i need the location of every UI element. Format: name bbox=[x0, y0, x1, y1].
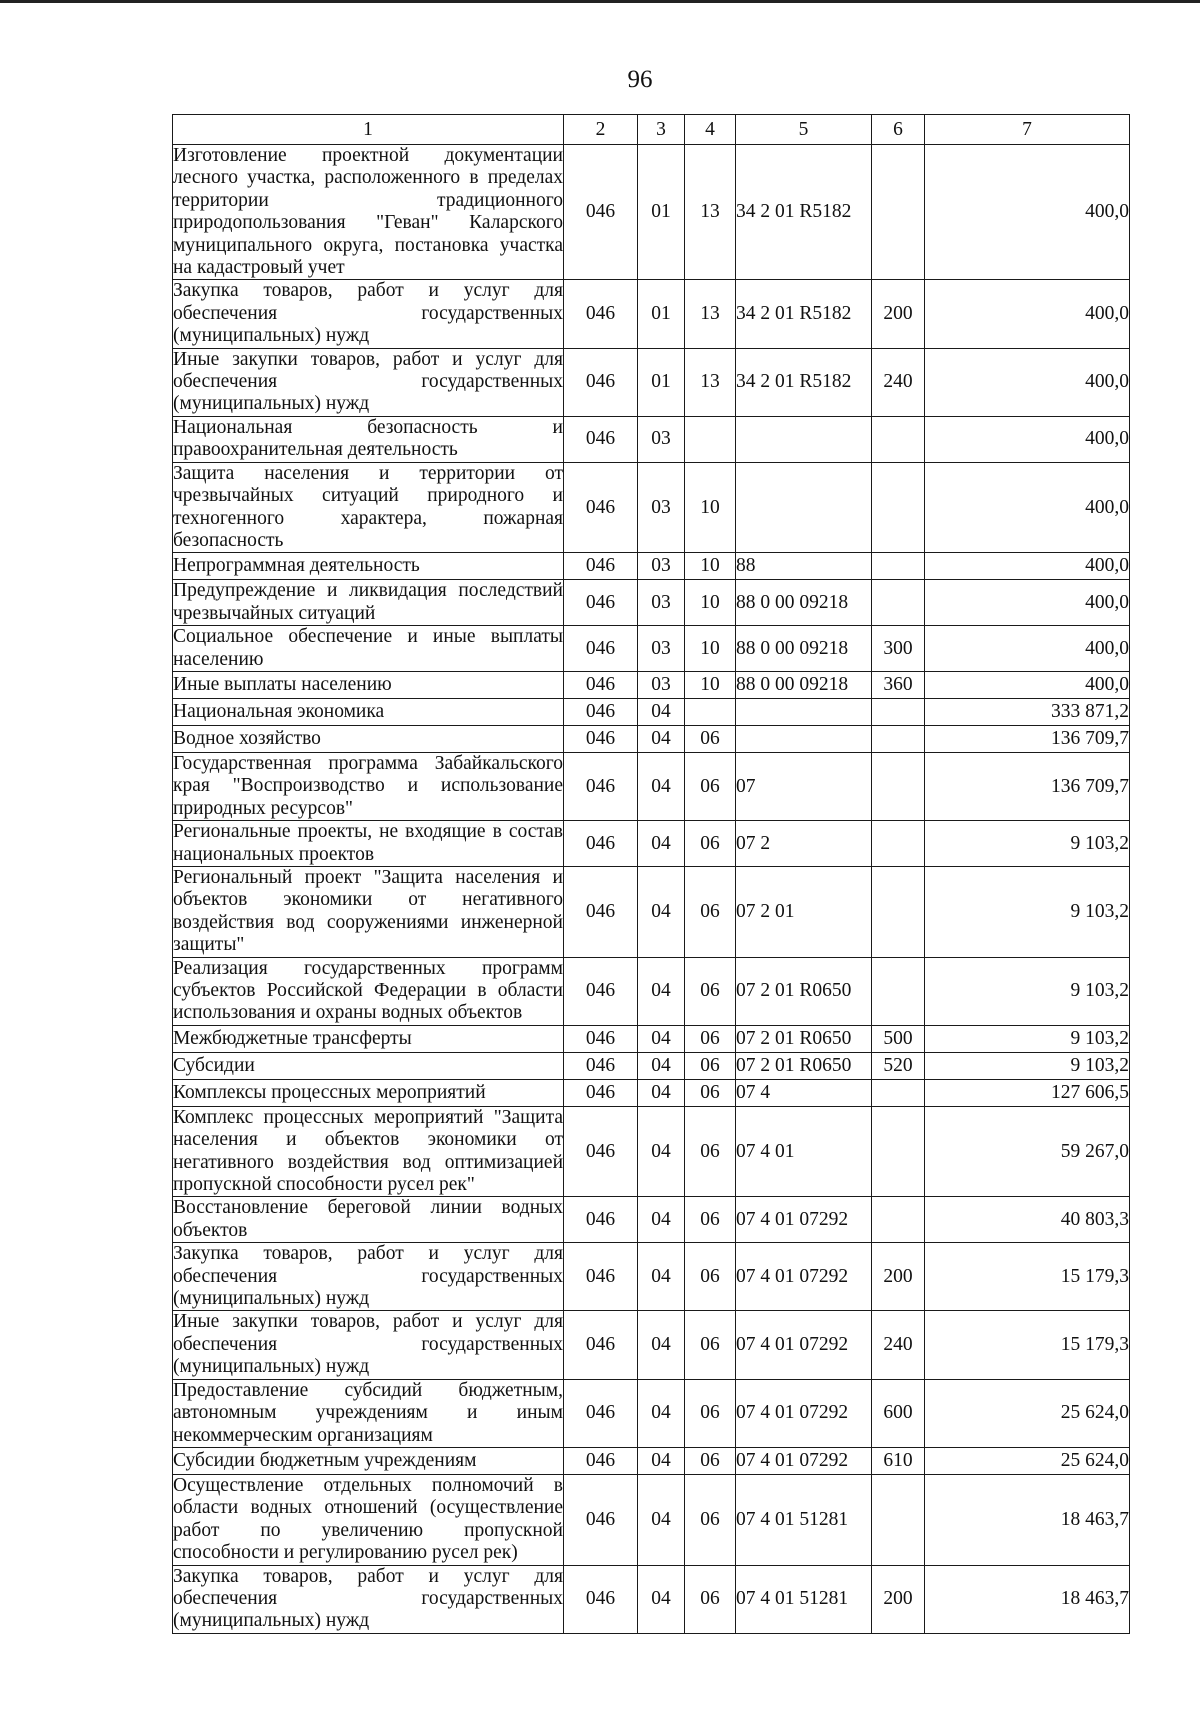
cell-c3: 04 bbox=[638, 1106, 685, 1197]
cell-c3: 04 bbox=[638, 1311, 685, 1379]
cell-c2: 046 bbox=[564, 752, 638, 820]
cell-c5: 34 2 01 R5182 bbox=[736, 145, 872, 280]
cell-c4: 06 bbox=[685, 725, 736, 752]
cell-c5: 34 2 01 R5182 bbox=[736, 348, 872, 416]
cell-c4: 06 bbox=[685, 1474, 736, 1565]
cell-name: Межбюджетные трансферты bbox=[173, 1025, 564, 1052]
cell-c4 bbox=[685, 416, 736, 462]
cell-c2: 046 bbox=[564, 1079, 638, 1106]
cell-c4: 10 bbox=[685, 580, 736, 626]
cell-c6 bbox=[872, 752, 925, 820]
cell-c2: 046 bbox=[564, 1106, 638, 1197]
table-row bbox=[173, 1447, 1130, 1474]
cell-name: Национальная безопасность и правоохранительная деятельность bbox=[173, 416, 563, 461]
cell-c6: 200 bbox=[872, 1243, 925, 1311]
cell-name: Иные выплаты населению bbox=[173, 671, 564, 698]
cell-name: Закупка товаров, работ и услуг для обеспечения государственных (муниципальных) нужд bbox=[173, 280, 563, 347]
cell-name: Восстановление береговой линии водных объектов bbox=[173, 1197, 563, 1241]
table-body bbox=[173, 145, 1130, 1634]
cell-c4: 06 bbox=[685, 1052, 736, 1079]
cell-c4: 06 bbox=[685, 866, 736, 957]
cell-c4: 10 bbox=[685, 671, 736, 698]
column-header: 2 bbox=[564, 115, 638, 145]
cell-c6 bbox=[872, 1079, 925, 1106]
cell-c4: 13 bbox=[685, 280, 736, 348]
cell-c2: 046 bbox=[564, 462, 638, 553]
cell-c5 bbox=[736, 416, 872, 462]
cell-c3: 03 bbox=[638, 553, 685, 580]
cell-c3: 04 bbox=[638, 1565, 685, 1633]
column-header: 4 bbox=[685, 115, 736, 145]
cell-c5: 88 0 00 09218 bbox=[736, 626, 872, 672]
cell-c7: 15 179,3 bbox=[925, 1311, 1130, 1379]
cell-c3: 04 bbox=[638, 725, 685, 752]
cell-c7: 400,0 bbox=[925, 145, 1130, 280]
top-border-line bbox=[0, 0, 1200, 3]
cell-c2: 046 bbox=[564, 1565, 638, 1633]
cell-c2: 046 bbox=[564, 1447, 638, 1474]
cell-c3: 04 bbox=[638, 698, 685, 725]
cell-c4 bbox=[685, 698, 736, 725]
cell-c4: 06 bbox=[685, 1025, 736, 1052]
cell-c6: 200 bbox=[872, 280, 925, 348]
table-row bbox=[173, 1474, 1130, 1565]
table-row bbox=[173, 1025, 1130, 1052]
cell-name: Защита населения и территории от чрезвычайных ситуаций природного и техногенного характера, пожарная безопасность bbox=[173, 462, 563, 551]
cell-c7: 59 267,0 bbox=[925, 1106, 1130, 1197]
cell-name: Закупка товаров, работ и услуг для обеспечения государственных (муниципальных) нужд bbox=[173, 1565, 563, 1632]
cell-c5: 34 2 01 R5182 bbox=[736, 280, 872, 348]
cell-c3: 04 bbox=[638, 1025, 685, 1052]
cell-c7: 400,0 bbox=[925, 462, 1130, 553]
cell-c3: 03 bbox=[638, 626, 685, 672]
cell-c2: 046 bbox=[564, 866, 638, 957]
cell-name: Социальное обеспечение и иные выплаты населению bbox=[173, 626, 563, 670]
cell-c3: 04 bbox=[638, 1079, 685, 1106]
cell-c7: 400,0 bbox=[925, 280, 1130, 348]
cell-c2: 046 bbox=[564, 626, 638, 672]
cell-c2: 046 bbox=[564, 1025, 638, 1052]
cell-name: Реализация государственных программ субъектов Российской Федерации в области использования и охраны водных объектов bbox=[173, 957, 563, 1024]
cell-c5: 07 4 01 51281 bbox=[736, 1565, 872, 1633]
cell-name: Государственная программа Забайкальского края "Воспроизводство и использование природных ресурсов" bbox=[173, 752, 563, 819]
table-row bbox=[173, 1565, 1130, 1633]
cell-c5: 07 2 bbox=[736, 821, 872, 867]
cell-c4: 06 bbox=[685, 957, 736, 1025]
cell-c5: 07 2 01 bbox=[736, 866, 872, 957]
cell-c7: 400,0 bbox=[925, 626, 1130, 672]
table-row bbox=[173, 1106, 1130, 1197]
cell-c5 bbox=[736, 698, 872, 725]
cell-c4: 10 bbox=[685, 462, 736, 553]
cell-c7: 25 624,0 bbox=[925, 1379, 1130, 1447]
cell-c4: 06 bbox=[685, 1243, 736, 1311]
cell-c6 bbox=[872, 145, 925, 280]
cell-c5: 07 2 01 R0650 bbox=[736, 1052, 872, 1079]
cell-name: Субсидии bbox=[173, 1052, 564, 1079]
cell-c5: 07 4 01 07292 bbox=[736, 1379, 872, 1447]
table-row bbox=[173, 1243, 1130, 1311]
cell-name: Иные закупки товаров, работ и услуг для обеспечения государственных (муниципальных) нужд bbox=[173, 348, 563, 415]
cell-c6 bbox=[872, 866, 925, 957]
cell-name: Национальная экономика bbox=[173, 698, 564, 725]
table-row bbox=[173, 1079, 1130, 1106]
cell-name: Осуществление отдельных полномочий в области водных отношений (осуществление работ по увеличению пропускной способности и регулированию русел рек) bbox=[173, 1474, 563, 1564]
cell-c7: 18 463,7 bbox=[925, 1474, 1130, 1565]
column-header: 5 bbox=[736, 115, 872, 145]
cell-c2: 046 bbox=[564, 145, 638, 280]
cell-c3: 04 bbox=[638, 1474, 685, 1565]
cell-c6: 520 bbox=[872, 1052, 925, 1079]
table-row bbox=[173, 416, 1130, 462]
column-header: 1 bbox=[173, 115, 564, 145]
budget-table bbox=[172, 114, 1130, 1634]
cell-c2: 046 bbox=[564, 1311, 638, 1379]
cell-name: Водное хозяйство bbox=[173, 725, 564, 752]
cell-c5 bbox=[736, 725, 872, 752]
cell-c5: 07 2 01 R0650 bbox=[736, 957, 872, 1025]
cell-name: Субсидии бюджетным учреждениям bbox=[173, 1447, 564, 1474]
column-header: 6 bbox=[872, 115, 925, 145]
table-row bbox=[173, 280, 1130, 348]
cell-c4: 13 bbox=[685, 348, 736, 416]
cell-c2: 046 bbox=[564, 416, 638, 462]
cell-name: Непрограммная деятельность bbox=[173, 553, 564, 580]
cell-c7: 40 803,3 bbox=[925, 1197, 1130, 1243]
table-row bbox=[173, 580, 1130, 626]
cell-c4: 06 bbox=[685, 1447, 736, 1474]
cell-name: Изготовление проектной документации лесного участка, расположенного в пределах территории традиционного природопользования "Геван" Каларского муниципального округа, постановка участка на кадастровый учет bbox=[173, 145, 563, 279]
cell-c6 bbox=[872, 821, 925, 867]
cell-c3: 01 bbox=[638, 145, 685, 280]
page-number: 96 bbox=[627, 66, 653, 93]
table-row bbox=[173, 626, 1130, 672]
cell-c3: 04 bbox=[638, 1379, 685, 1447]
cell-c7: 400,0 bbox=[925, 348, 1130, 416]
cell-c4: 06 bbox=[685, 1079, 736, 1106]
cell-c7: 400,0 bbox=[925, 416, 1130, 462]
cell-c4: 06 bbox=[685, 1311, 736, 1379]
cell-c5: 07 4 01 07292 bbox=[736, 1197, 872, 1243]
cell-c7: 400,0 bbox=[925, 671, 1130, 698]
cell-c5: 88 0 00 09218 bbox=[736, 580, 872, 626]
cell-name: Закупка товаров, работ и услуг для обеспечения государственных (муниципальных) нужд bbox=[173, 1243, 563, 1310]
cell-c6: 240 bbox=[872, 1311, 925, 1379]
cell-c7: 127 606,5 bbox=[925, 1079, 1130, 1106]
cell-c2: 046 bbox=[564, 1379, 638, 1447]
table-row bbox=[173, 698, 1130, 725]
cell-c3: 04 bbox=[638, 957, 685, 1025]
cell-c3: 01 bbox=[638, 280, 685, 348]
cell-c2: 046 bbox=[564, 280, 638, 348]
cell-c5: 07 4 01 bbox=[736, 1106, 872, 1197]
table-row bbox=[173, 752, 1130, 820]
cell-c3: 04 bbox=[638, 1052, 685, 1079]
cell-c5: 07 4 01 07292 bbox=[736, 1243, 872, 1311]
cell-c7: 25 624,0 bbox=[925, 1447, 1130, 1474]
cell-c4: 13 bbox=[685, 145, 736, 280]
cell-c7: 333 871,2 bbox=[925, 698, 1130, 725]
cell-c2: 046 bbox=[564, 821, 638, 867]
cell-c5: 07 4 01 07292 bbox=[736, 1447, 872, 1474]
cell-c4: 06 bbox=[685, 821, 736, 867]
cell-c2: 046 bbox=[564, 1052, 638, 1079]
cell-c6 bbox=[872, 553, 925, 580]
table-row bbox=[173, 1379, 1130, 1447]
cell-c3: 04 bbox=[638, 1197, 685, 1243]
cell-c6: 610 bbox=[872, 1447, 925, 1474]
cell-c6 bbox=[872, 1106, 925, 1197]
cell-name: Предоставление субсидий бюджетным, автономным учреждениям и иным некоммерческим организациям bbox=[173, 1379, 563, 1446]
column-header: 3 bbox=[638, 115, 685, 145]
cell-c6 bbox=[872, 462, 925, 553]
cell-c2: 046 bbox=[564, 1243, 638, 1311]
table-row bbox=[173, 462, 1130, 553]
cell-c5: 88 bbox=[736, 553, 872, 580]
table-row bbox=[173, 553, 1130, 580]
table-row bbox=[173, 671, 1130, 698]
cell-c5: 07 4 01 07292 bbox=[736, 1311, 872, 1379]
cell-c5: 07 2 01 R0650 bbox=[736, 1025, 872, 1052]
cell-c6 bbox=[872, 698, 925, 725]
cell-c4: 06 bbox=[685, 1379, 736, 1447]
table-row bbox=[173, 1197, 1130, 1243]
cell-c6 bbox=[872, 580, 925, 626]
cell-name: Комплексы процессных мероприятий bbox=[173, 1079, 564, 1106]
table-row bbox=[173, 348, 1130, 416]
cell-c2: 046 bbox=[564, 1197, 638, 1243]
cell-name: Региональный проект "Защита населения и объектов экономики от негативного воздействия вод сооружениями инженерной защиты" bbox=[173, 866, 563, 956]
cell-c4: 06 bbox=[685, 1197, 736, 1243]
cell-c6: 500 bbox=[872, 1025, 925, 1052]
cell-c6: 600 bbox=[872, 1379, 925, 1447]
cell-c3: 04 bbox=[638, 821, 685, 867]
table-row bbox=[173, 957, 1130, 1025]
cell-c2: 046 bbox=[564, 348, 638, 416]
cell-c2: 046 bbox=[564, 1474, 638, 1565]
cell-name: Региональные проекты, не входящие в состав национальных проектов bbox=[173, 821, 563, 865]
cell-c4: 06 bbox=[685, 752, 736, 820]
cell-c3: 03 bbox=[638, 671, 685, 698]
cell-name: Иные закупки товаров, работ и услуг для обеспечения государственных (муниципальных) нужд bbox=[173, 1311, 563, 1378]
cell-name: Комплекс процессных мероприятий "Защита населения и объектов экономики от негативного воздействия вод оптимизацией пропускной способности русел рек" bbox=[173, 1106, 563, 1196]
cell-c3: 03 bbox=[638, 580, 685, 626]
cell-c3: 04 bbox=[638, 866, 685, 957]
cell-c7: 9 103,2 bbox=[925, 821, 1130, 867]
cell-c4: 10 bbox=[685, 626, 736, 672]
cell-c5: 88 0 00 09218 bbox=[736, 671, 872, 698]
table-row bbox=[173, 1311, 1130, 1379]
cell-c6 bbox=[872, 1474, 925, 1565]
cell-c6 bbox=[872, 1197, 925, 1243]
cell-c7: 9 103,2 bbox=[925, 957, 1130, 1025]
cell-c2: 046 bbox=[564, 725, 638, 752]
cell-c6: 200 bbox=[872, 1565, 925, 1633]
table-row bbox=[173, 1052, 1130, 1079]
table-header-row bbox=[173, 115, 1130, 145]
cell-c4: 06 bbox=[685, 1565, 736, 1633]
cell-c2: 046 bbox=[564, 957, 638, 1025]
table-row bbox=[173, 145, 1130, 280]
cell-c2: 046 bbox=[564, 671, 638, 698]
table-row bbox=[173, 821, 1130, 867]
cell-c2: 046 bbox=[564, 553, 638, 580]
cell-c7: 9 103,2 bbox=[925, 1025, 1130, 1052]
cell-c3: 04 bbox=[638, 1447, 685, 1474]
cell-c7: 9 103,2 bbox=[925, 866, 1130, 957]
cell-c3: 01 bbox=[638, 348, 685, 416]
cell-c7: 15 179,3 bbox=[925, 1243, 1130, 1311]
cell-c2: 046 bbox=[564, 698, 638, 725]
cell-c7: 9 103,2 bbox=[925, 1052, 1130, 1079]
cell-c6: 360 bbox=[872, 671, 925, 698]
cell-c7: 136 709,7 bbox=[925, 725, 1130, 752]
cell-name: Предупреждение и ликвидация последствий чрезвычайных ситуаций bbox=[173, 580, 563, 624]
cell-c5: 07 bbox=[736, 752, 872, 820]
cell-c6: 240 bbox=[872, 348, 925, 416]
cell-c7: 400,0 bbox=[925, 553, 1130, 580]
cell-c3: 03 bbox=[638, 416, 685, 462]
cell-c5: 07 4 bbox=[736, 1079, 872, 1106]
cell-c7: 18 463,7 bbox=[925, 1565, 1130, 1633]
column-header: 7 bbox=[925, 115, 1130, 145]
cell-c7: 400,0 bbox=[925, 580, 1130, 626]
cell-c6: 300 bbox=[872, 626, 925, 672]
cell-c6 bbox=[872, 957, 925, 1025]
cell-c4: 06 bbox=[685, 1106, 736, 1197]
cell-c6 bbox=[872, 416, 925, 462]
cell-c4: 10 bbox=[685, 553, 736, 580]
cell-c6 bbox=[872, 725, 925, 752]
cell-c3: 03 bbox=[638, 462, 685, 553]
table-row bbox=[173, 866, 1130, 957]
table-row bbox=[173, 725, 1130, 752]
cell-c3: 04 bbox=[638, 1243, 685, 1311]
cell-c2: 046 bbox=[564, 580, 638, 626]
cell-c3: 04 bbox=[638, 752, 685, 820]
cell-c5 bbox=[736, 462, 872, 553]
cell-c7: 136 709,7 bbox=[925, 752, 1130, 820]
cell-c5: 07 4 01 51281 bbox=[736, 1474, 872, 1565]
